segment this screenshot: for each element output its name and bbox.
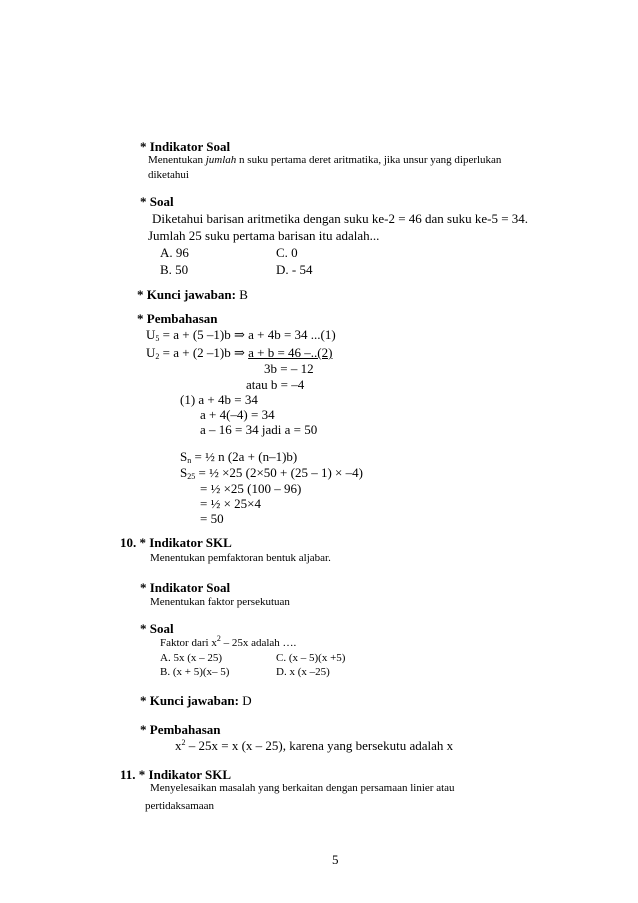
pembahasan-3b: 3b = – 12 <box>264 361 314 376</box>
q10-option-b: B. (x + 5)(x– 5) <box>160 666 230 678</box>
pembahasan-calc2: = ½ × 25×4 <box>200 496 261 511</box>
q10-heading-soal: * Soal <box>140 621 174 636</box>
q10-option-c: C. (x – 5)(x +5) <box>276 652 346 664</box>
option-b: B. 50 <box>160 262 189 277</box>
q10-heading-indikator-skl: 10. * Indikator SKL <box>120 535 232 550</box>
pembahasan-s25: $S_{25}$ = ½ ×25 (2×50 + (25 – 1) × –4) <box>180 465 363 481</box>
option-a: A. 96 <box>160 245 189 260</box>
indikator-soal-text: Menentukan jumlah n suku pertama deret aritmatika, jika unsur yang diperlukan <box>148 154 502 166</box>
option-c: C. 0 <box>276 245 298 260</box>
heading-soal: * Soal <box>140 194 174 209</box>
pembahasan-atau: atau b = –4 <box>246 377 305 392</box>
q11-indikator-skl-text-cont: pertidaksamaan <box>145 800 215 812</box>
soal-text-line1: Diketahui barisan aritmetika dengan suku ke-2 = 46 dan suku ke-5 = 34. <box>152 211 529 226</box>
indikator-soal-text-cont: diketahui <box>148 169 189 181</box>
q10-soal-text: Faktor dari $x^2 - 25x$ adalah …. <box>160 634 297 649</box>
q11-indikator-skl-text: Menyelesaikan masalah yang berkaitan dengan persamaan linier atau <box>150 782 455 794</box>
q10-option-d: D. x (x –25) <box>276 666 330 678</box>
page-number: 5 <box>332 852 339 867</box>
pembahasan-sub1: (1) a + 4b = 34 <box>180 392 258 407</box>
q10-heading-pembahasan: * Pembahasan <box>140 722 221 737</box>
q10-indikator-skl-text: Menentukan pemfaktoran bentuk aljabar. <box>150 552 331 564</box>
pembahasan-sub3: a – 16 = 34 jadi a = 50 <box>200 422 318 437</box>
q10-heading-indikator-soal: * Indikator Soal <box>140 580 231 595</box>
pembahasan-u2: $U_2 = a + (2$ –1)b ⇒ a + b = 46 –..(2) <box>146 345 333 361</box>
pembahasan-calc1: = ½ ×25 (100 – 96) <box>200 481 302 496</box>
heading-indikator-soal: * Indikator Soal <box>140 139 231 154</box>
pembahasan-sn: $S_n$ = ½ n (2a + (n–1)b) <box>180 449 298 465</box>
heading-pembahasan: * Pembahasan <box>137 311 218 326</box>
soal-text-line2: Jumlah 25 suku pertama barisan itu adalah... <box>148 228 380 243</box>
pembahasan-sub2: a + 4(–4) = 34 <box>200 407 275 422</box>
pembahasan-u5: $U_5 = a + (5$ –1)b ⇒ a + 4b = 34 ...(1) <box>146 327 336 343</box>
kunci-jawaban: * Kunci jawaban: B <box>137 287 248 302</box>
q10-indikator-soal-text: Menentukan faktor persekutuan <box>150 596 290 608</box>
q10-option-a: A. 5x (x – 25) <box>160 652 223 664</box>
option-d: D. - 54 <box>276 262 313 277</box>
q10-pembahasan-text: $x^2 - 25x = x$ (x – 25), karena yang bersekutu adalah x <box>175 738 454 753</box>
q11-heading-indikator-skl: 11. * Indikator SKL <box>120 767 232 782</box>
q10-kunci-jawaban: * Kunci jawaban: D <box>140 693 252 708</box>
pembahasan-result: = 50 <box>200 511 224 526</box>
